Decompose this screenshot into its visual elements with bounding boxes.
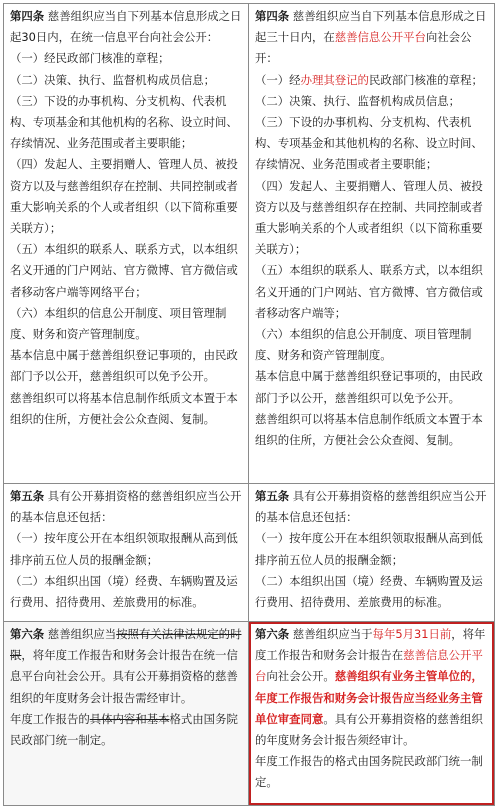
text-run: （四）发起人、主要捐赠人、管理人员、被投资方以及与慈善组织存在控制、共同控制或者重大影响关系的个人或者组织（以下简称重要关联方）； xyxy=(10,157,238,236)
paragraph xyxy=(255,6,489,70)
changed-text: 每年5月31日前 xyxy=(372,627,452,641)
text-run: 民政部门核准的章程； xyxy=(368,72,483,87)
paragraph xyxy=(255,324,489,366)
text-run: 基本信息中属于慈善组织登记事项的，由民政部门予以公开，慈善组织可以免予公开。 xyxy=(255,369,483,405)
text-run: （二）决策、执行、监督机构成员信息； xyxy=(10,72,216,87)
paragraph xyxy=(10,48,243,69)
text-run: 年度工作报告的格式由国务院民政部门统一制定。 xyxy=(255,754,483,790)
text-run: （二）决策、执行、监督机构成员信息； xyxy=(255,93,461,108)
text-run: （六）本组织的信息公开制度、项目管理制度、财务和资产管理制度。 xyxy=(255,327,472,363)
text-run: （二）本组织出国（境）经费、车辆购置及运行费用、招待费用、差旅费用的标准。 xyxy=(10,573,238,610)
paragraph xyxy=(255,571,489,613)
table-row-article-4 xyxy=(4,4,494,484)
paragraph xyxy=(10,624,243,709)
old-text-cell xyxy=(4,622,249,805)
paragraph xyxy=(10,388,243,430)
text-run: 格式由国务院民政部门统一制定。 xyxy=(10,711,238,748)
paragraph xyxy=(255,70,489,91)
comparison-table xyxy=(3,3,495,806)
text-run: （五）本组织的联系人、联系方式，以本组织名义开通的门户网站、官方微博、官方微信或者移动客户端等； xyxy=(255,263,483,320)
paragraph xyxy=(10,528,243,570)
paragraph xyxy=(255,112,489,176)
article-number: 第六条 xyxy=(255,627,290,641)
paragraph xyxy=(10,70,243,91)
table-row-article-5 xyxy=(4,484,494,622)
article-number: 第四条 xyxy=(255,9,290,23)
deleted-text: 具体内容和基本 xyxy=(89,711,170,726)
article-number: 第五条 xyxy=(10,489,45,503)
new-text-cell-highlighted xyxy=(249,622,494,805)
paragraph xyxy=(255,91,489,112)
changed-text: 慈善信息公开平台 xyxy=(255,648,483,684)
paragraph xyxy=(255,366,489,408)
article-number: 第五条 xyxy=(255,489,290,503)
new-text-cell xyxy=(249,4,494,483)
paragraph xyxy=(255,260,489,324)
paragraph xyxy=(255,176,489,261)
text-run: （三）下设的办事机构、分支机构、代表机构、专项基金和其他机构的名称、设立时间、存续情况、业务范围或者主要职能； xyxy=(255,115,483,172)
text-run: 慈善组织应当于 xyxy=(289,627,373,641)
changed-text: 办理其登记的 xyxy=(300,72,369,87)
paragraph xyxy=(255,528,489,570)
paragraph xyxy=(10,91,243,155)
text-run: （四）发起人、主要捐赠人、管理人员、被投资方以及与慈善组织存在控制、共同控制或者重大影响关系的个人或者组织（以下简称重要关联方）； xyxy=(255,178,483,257)
old-text-cell xyxy=(4,484,249,621)
paragraph xyxy=(10,571,243,613)
text-run: （一）经民政部门核准的章程； xyxy=(10,51,170,66)
text-run: 向社会公开。 xyxy=(266,669,335,684)
text-run: 慈善组织应当自下列基本信息形成之日起三十日内，在 xyxy=(255,9,487,45)
text-run: （五）本组织的联系人、联系方式，以本组织名义开通的门户网站、官方微博、官方微信或者移动客户端等网络平台； xyxy=(10,242,238,299)
text-run: （一）按年度公开在本组织领取报酬从高到低排序前五位人员的报酬金额； xyxy=(255,531,483,567)
text-run: 向社会公开： xyxy=(255,30,472,66)
paragraph xyxy=(255,624,489,751)
changed-text: 慈善组织有业务主管单位的，年度工作报告和财务会计报告应当经业务主管单位审查同意 xyxy=(255,669,483,726)
paragraph xyxy=(10,486,243,528)
article-number: 第四条 xyxy=(10,9,45,23)
paragraph xyxy=(255,486,489,528)
text-run: ，将年度工作报告和财务会计报告在 xyxy=(255,627,486,663)
text-run: （三）下设的办事机构、分支机构、代表机构、专项基金和其他机构的名称、设立时间、存续情况、业务范围或者主要职能； xyxy=(10,93,238,151)
text-run: 。具有公开募捐资格的慈善组织的年度财务会计报告须经审计。 xyxy=(255,711,483,748)
article-number: 第六条 xyxy=(10,627,45,641)
text-run: （一）按年度公开在本组织领取报酬从高到低排序前五位人员的报酬金额； xyxy=(10,531,238,567)
paragraph xyxy=(10,6,243,48)
paragraph xyxy=(10,239,243,303)
paragraph xyxy=(10,345,243,387)
old-text-cell xyxy=(4,4,249,483)
text-run: ，将年度工作报告和财务会计报告在统一信息平台向社会公开。具有公开募捐资格的慈善组织的年度财务会计报告需经审计。 xyxy=(10,648,238,705)
paragraph xyxy=(255,409,489,451)
paragraph xyxy=(10,154,243,239)
text-run: （一）经 xyxy=(255,72,301,87)
paragraph xyxy=(255,751,489,793)
text-run: 具有公开募捐资格的慈善组织应当公开的基本信息还包括： xyxy=(255,489,487,525)
new-text-cell xyxy=(249,484,494,621)
text-run: 具有公开募捐资格的慈善组织应当公开的基本信息还包括： xyxy=(10,489,242,525)
text-run: 慈善组织应当 xyxy=(44,627,117,641)
text-run: （二）本组织出国（境）经费、车辆购置及运行费用、招待费用、差旅费用的标准。 xyxy=(255,573,483,610)
deleted-text: 按照有关法律法规定的时限 xyxy=(10,627,242,663)
table-row-article-6 xyxy=(4,622,494,805)
text-run: 年度工作报告的 xyxy=(10,711,90,726)
text-run: 基本信息中属于慈善组织登记事项的，由民政部门予以公开，慈善组织可以免予公开。 xyxy=(10,348,238,384)
text-run: 慈善组织可以将基本信息制作纸质文本置于本组织的住所，方便社会公众查阅、复制。 xyxy=(10,390,238,426)
text-run: （六）本组织的信息公开制度、项目管理制度、财务和资产管理制度。 xyxy=(10,305,227,342)
paragraph xyxy=(10,709,243,751)
text-run: 慈善组织可以将基本信息制作纸质文本置于本组织的住所，方便社会公众查阅、复制。 xyxy=(255,411,483,448)
changed-text: 慈善信息公开平台 xyxy=(334,30,426,45)
text-run: 慈善组织应当自下列基本信息形成之日起30日内，在统一信息平台向社会公开： xyxy=(10,9,242,45)
paragraph xyxy=(10,303,243,345)
